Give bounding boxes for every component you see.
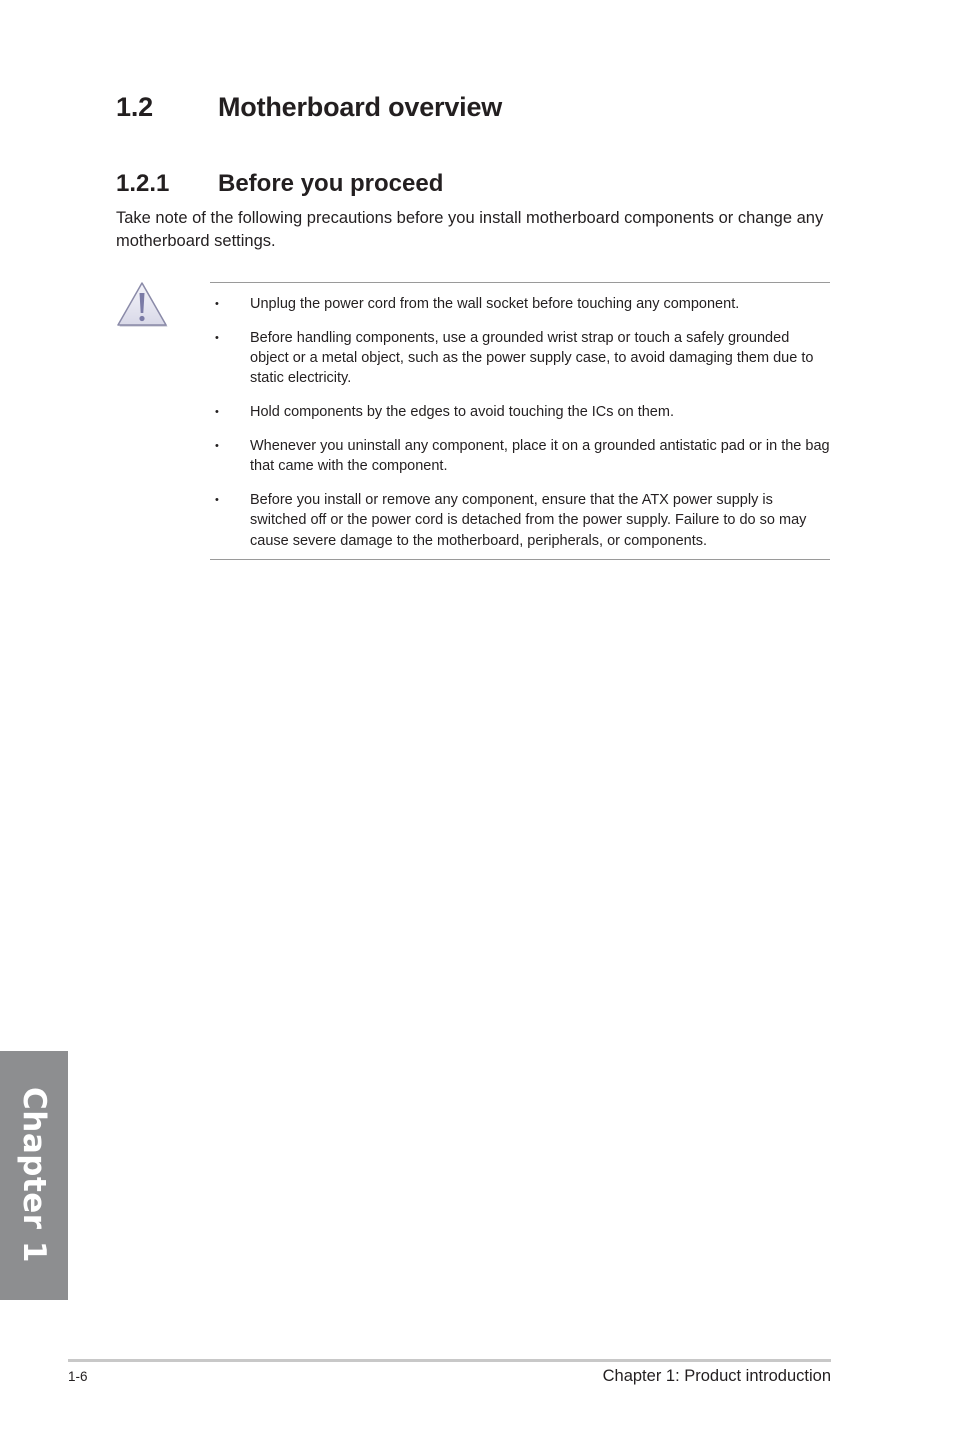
list-item-text: Unplug the power cord from the wall socket before touching any component. (250, 296, 740, 312)
subsection-title: Before you proceed (218, 170, 444, 197)
list-item (210, 328, 830, 389)
bullet-icon: • (215, 331, 219, 344)
bullet-icon: • (215, 439, 219, 452)
intro-paragraph: Take note of the following precautions before you install motherboard components or change any motherboard settings. (116, 209, 824, 250)
bullet-icon: • (215, 298, 219, 310)
section-title: Motherboard overview (218, 92, 503, 122)
bullet-icon: • (215, 494, 219, 507)
warning-triangle-icon (116, 280, 168, 328)
list-item-text: Whenever you uninstall any component, place it on a grounded antistatic pad or in the bag that came with the component. (250, 437, 830, 475)
footer-chapter-title: Chapter 1: Product introduction (602, 1367, 831, 1385)
footer-divider (68, 1359, 831, 1362)
list-item (210, 490, 830, 551)
caution-box (210, 282, 830, 560)
list-item (210, 294, 830, 314)
list-item (210, 402, 830, 422)
list-item-text: Hold components by the edges to avoid touching the ICs on them. (250, 404, 674, 421)
list-item-text: Before handling components, use a grounded wrist strap or touch a safely grounded object or a metal object, such as the power supply case, to avoid damaging them due to static electricity. (250, 329, 814, 387)
precaution-list (210, 294, 830, 564)
subsection-number: 1.2.1 (116, 170, 170, 197)
page-number: 1-6 (68, 1369, 88, 1384)
list-item-text: Before you install or remove any component, ensure that the ATX power supply is switched off or the power cord is detached from the power supply. Failure to do so may cause severe damage to the motherboard, peripherals, or components. (250, 492, 807, 549)
list-item (210, 436, 830, 477)
chapter-side-tab (0, 1051, 68, 1300)
bullet-icon: • (215, 406, 219, 419)
chapter-tab-label: Chapter 1 (16, 1087, 52, 1263)
section-number: 1.2 (116, 92, 153, 122)
